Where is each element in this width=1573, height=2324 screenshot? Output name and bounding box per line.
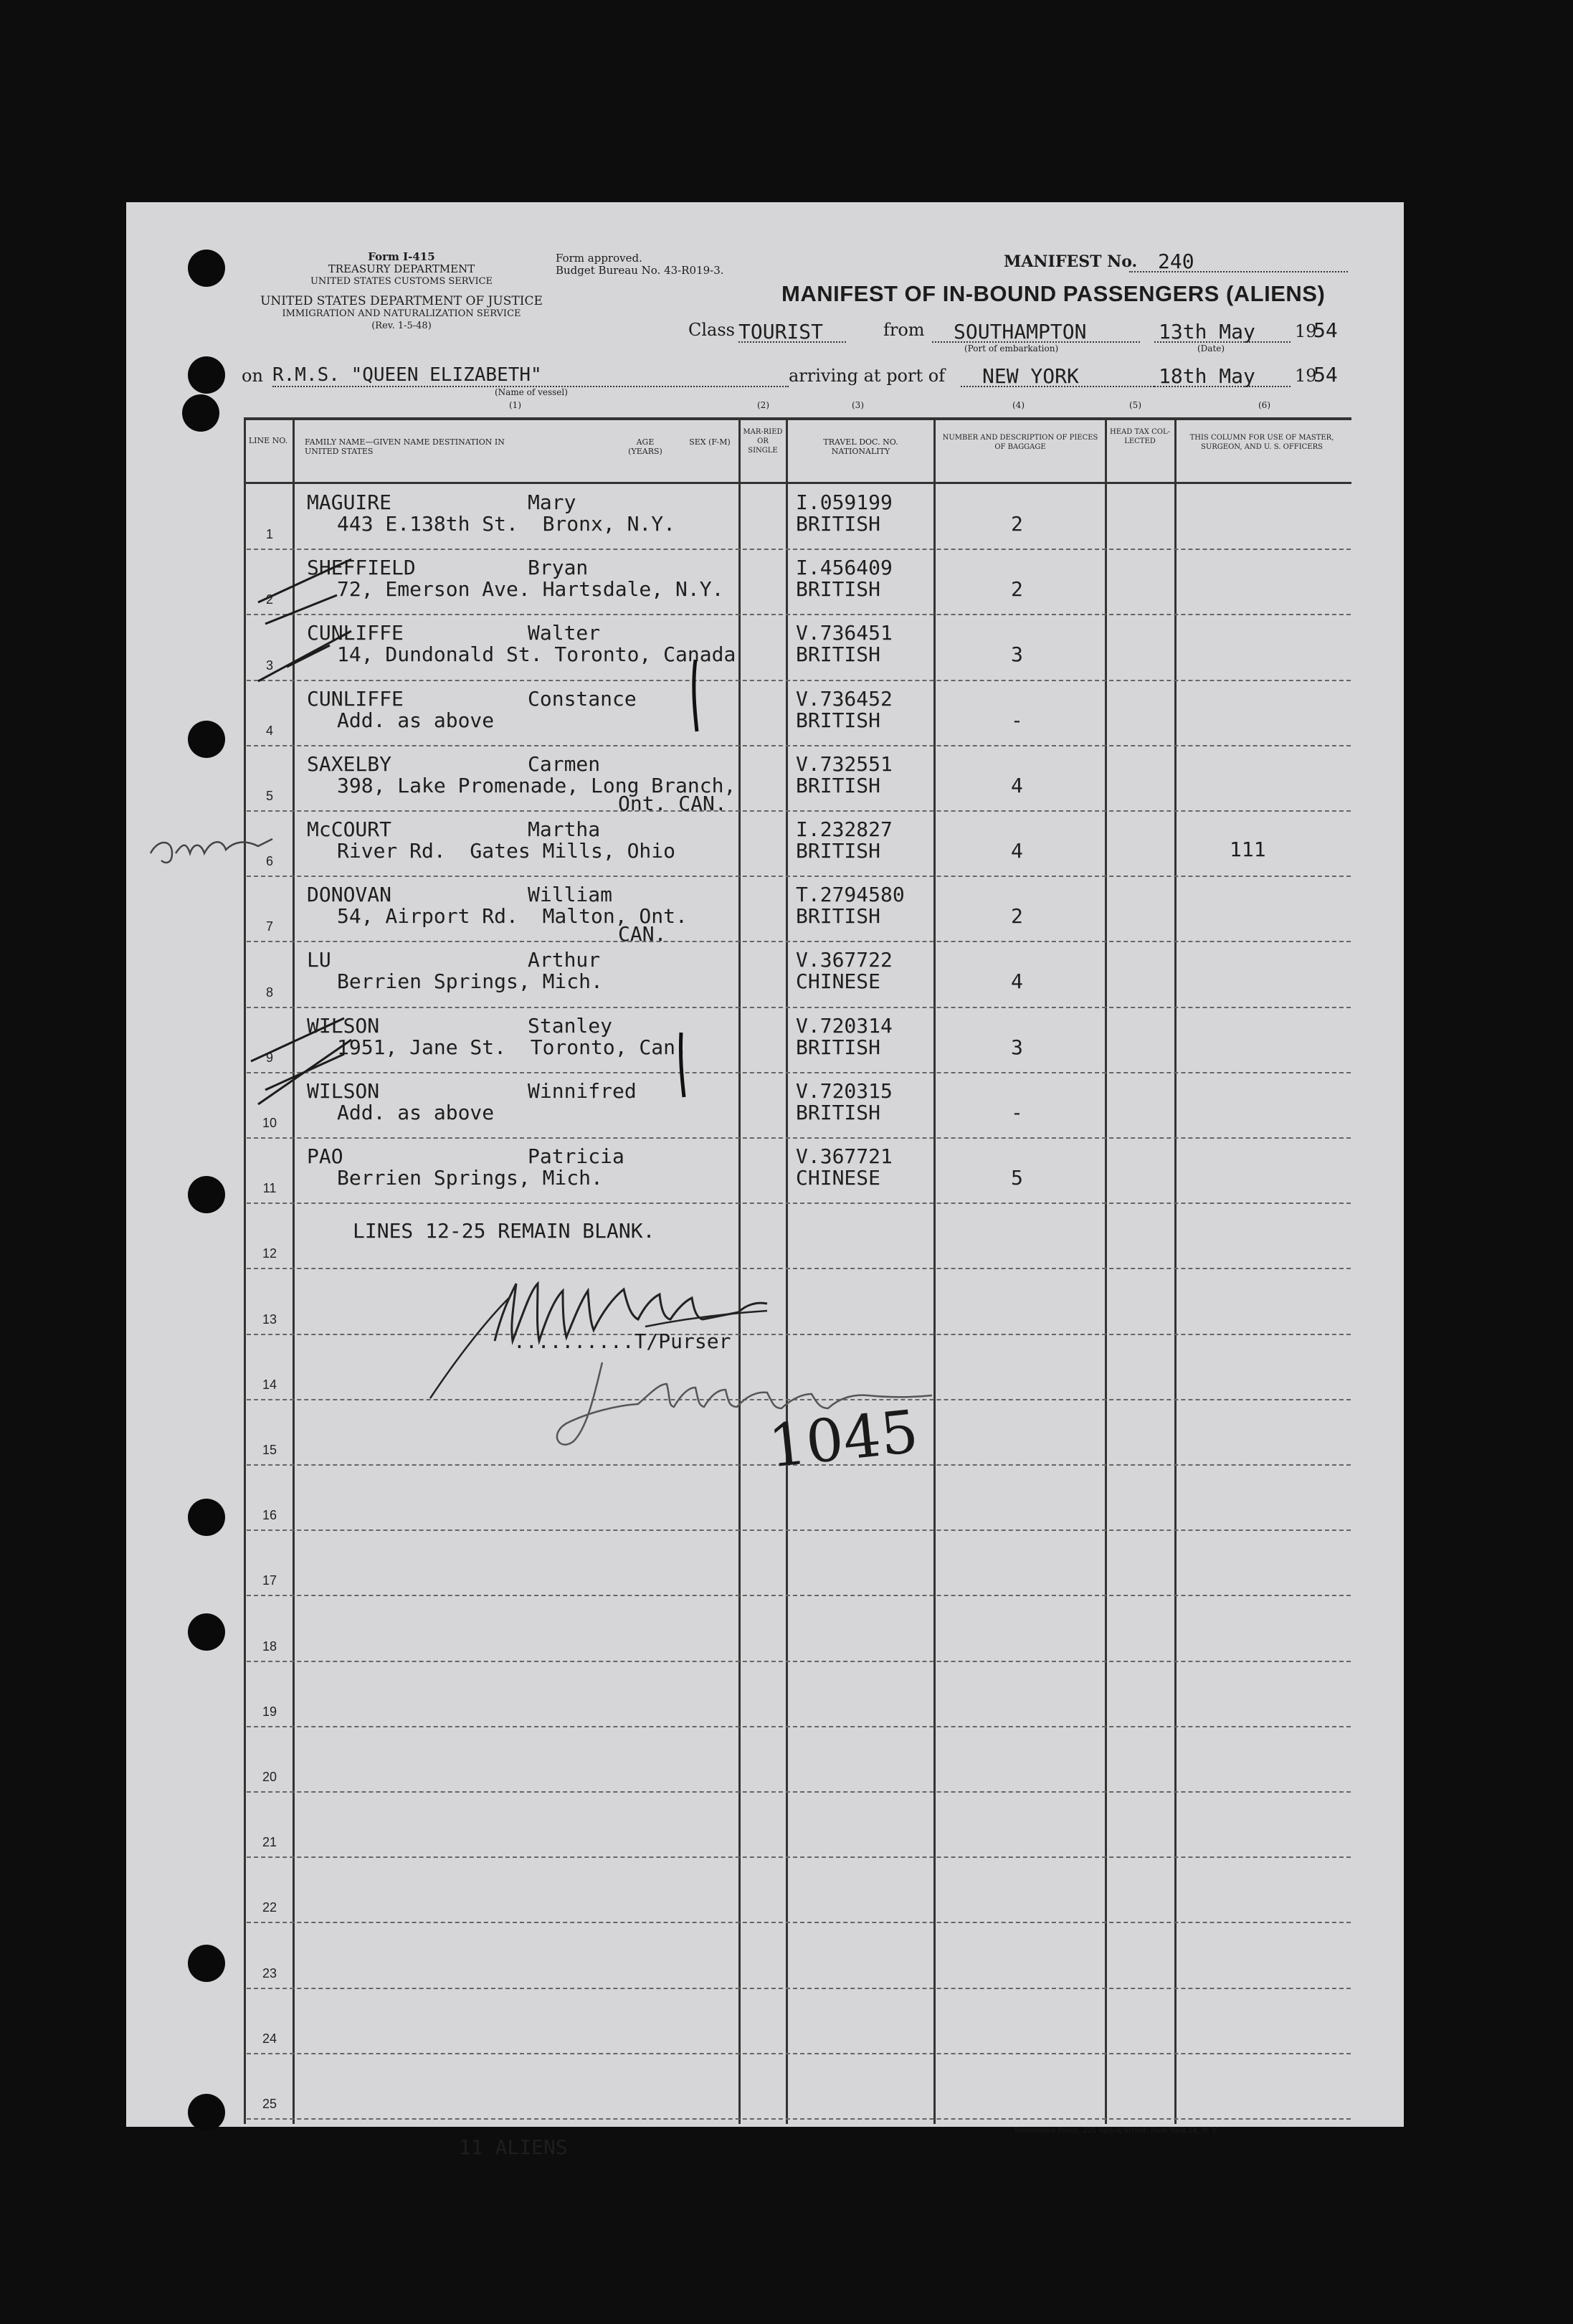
col-header-travel: TRAVEL DOC. NO. NATIONALITY (823, 437, 898, 456)
col-header-sex: SEX (F-M) (689, 437, 731, 447)
line-number: 11 (262, 1181, 277, 1196)
line-number: 19 (262, 1704, 277, 1719)
travel-document-number: V.732551 (796, 751, 893, 776)
passenger-given-name: Carmen (528, 751, 601, 776)
arrival-year-prefix: 19 (1295, 366, 1317, 386)
arrival-date: 18th May (1159, 364, 1255, 388)
passenger-destination: River Rd. Gates Mills, Ohio (337, 839, 676, 863)
arrival-port: NEW YORK (982, 364, 1079, 388)
travel-document-number: I.456409 (796, 556, 893, 580)
row-rule (247, 1726, 1351, 1727)
passenger-family-name: MAGUIRE (307, 490, 392, 514)
purser-label: ..........T/Purser (513, 1329, 731, 1353)
baggage-pieces: 5 (1011, 1166, 1023, 1190)
line-number: 24 (262, 2031, 277, 2046)
embarkation-field (932, 320, 1140, 343)
passenger-nationality: BRITISH (796, 1035, 881, 1059)
passenger-destination: 443 E.138th St. Bronx, N.Y. (337, 512, 676, 536)
passenger-family-name: DONOVAN (307, 883, 392, 907)
line-number: 4 (265, 723, 273, 738)
row-rule (247, 1791, 1351, 1793)
line-number: 8 (265, 985, 273, 1000)
passenger-given-name: Constance (528, 686, 637, 711)
row-rule (247, 1203, 1351, 1204)
travel-document-number: T.2794580 (796, 883, 905, 907)
passenger-family-name: SHEFFIELD (307, 556, 416, 580)
passenger-destination: Berrien Springs, Mich. (337, 969, 603, 994)
col-header-baggage: NUMBER AND DESCRIPTION OF PIECES OF BAGGAGE (942, 434, 1098, 451)
treasury-label: TREASURY DEPARTMENT (328, 262, 475, 275)
passenger-family-name: PAO (307, 1144, 343, 1168)
justice-block (237, 295, 566, 332)
travel-document-number: V.367722 (796, 948, 893, 972)
manifest-title: MANIFEST OF IN-BOUND PASSENGERS (ALIENS) (781, 281, 1326, 306)
arriving-label: arriving at port of (789, 366, 946, 386)
passenger-given-name: Patricia (528, 1144, 624, 1168)
passenger-family-name: CUNLIFFE (307, 621, 404, 645)
departure-year: 54 (1313, 318, 1338, 342)
margin-annotation (143, 825, 287, 875)
baggage-pieces: - (1011, 1100, 1023, 1124)
col-num-1: (1) (509, 400, 521, 410)
line-number: 1 (265, 527, 273, 542)
line-number: 20 (262, 1770, 277, 1784)
class-label: Class (688, 320, 735, 340)
form-number: Form I-415 (368, 250, 435, 263)
col-header-headtax: HEAD TAX COL-LECTED (1110, 428, 1170, 445)
col-header-line: LINE NO. (248, 436, 288, 445)
punch-hole (188, 721, 225, 758)
approval-block (556, 252, 764, 277)
passenger-destination: Berrien Springs, Mich. (337, 1166, 603, 1190)
punch-hole (182, 394, 219, 432)
col-num-3: (3) (852, 400, 864, 410)
line-number: 6 (265, 854, 273, 869)
passenger-given-name: Mary (528, 490, 576, 514)
approval-label: Form approved. (556, 252, 642, 265)
departure-date: 13th May (1159, 320, 1255, 343)
punch-hole (188, 1499, 225, 1536)
aliens-total: 11 ALIENS (459, 2135, 568, 2159)
budget-label: Budget Bureau No. 43-R019-3. (556, 264, 724, 277)
passenger-given-name: William (528, 883, 613, 907)
line-number: 18 (262, 1638, 277, 1654)
passenger-nationality: BRITISH (796, 773, 881, 797)
baggage-pieces: - (1011, 708, 1023, 732)
punch-hole (188, 2094, 225, 2131)
passenger-nationality: BRITISH (796, 1100, 881, 1124)
column-rule (1174, 417, 1177, 2124)
baggage-pieces: 4 (1011, 969, 1023, 994)
punch-hole (188, 1945, 225, 1982)
column-rule (933, 417, 936, 2124)
passenger-nationality: BRITISH (796, 904, 881, 929)
passenger-destination: Add. as above (337, 708, 495, 732)
remain-blank-note: LINES 12-25 REMAIN BLANK. (353, 1219, 655, 1243)
ins-label: IMMIGRATION AND NATURALIZATION SERVICE (282, 308, 521, 319)
col-header-married: MAR-RIED OR SINGLE (743, 428, 783, 455)
on-label: on (242, 366, 263, 386)
vessel-name: R.M.S. "QUEEN ELIZABETH" (272, 364, 542, 386)
passenger-given-name: Winnifred (528, 1078, 637, 1103)
arrival-year: 54 (1313, 363, 1338, 386)
row-rule (247, 1922, 1351, 1923)
passenger-nationality: BRITISH (796, 642, 881, 667)
cancellation-marks (244, 488, 746, 1119)
passenger-destination: 54, Airport Rd. Malton, Ont. (337, 904, 688, 929)
line-number: 15 (262, 1443, 277, 1457)
punch-hole (188, 1613, 225, 1651)
passenger-given-name: Walter (528, 621, 601, 645)
justice-label: UNITED STATES DEPARTMENT OF JUSTICE (260, 294, 543, 308)
row-rule (247, 1529, 1351, 1531)
punch-hole (188, 1176, 225, 1213)
passenger-nationality: BRITISH (796, 708, 881, 732)
col-header-name: FAMILY NAME—GIVEN NAME DESTINATION IN UNITED STATES (305, 437, 505, 456)
passenger-given-name: Martha (528, 817, 601, 841)
baggage-pieces: 3 (1011, 642, 1023, 667)
line-number: 13 (262, 1312, 277, 1327)
baggage-pieces: 2 (1011, 577, 1023, 602)
passenger-nationality: BRITISH (796, 839, 881, 863)
passenger-family-name: McCOURT (307, 817, 392, 841)
line-number: 3 (265, 658, 273, 673)
date-caption: (Date) (1197, 343, 1225, 354)
officer-mark: 111 (1230, 838, 1266, 861)
baggage-pieces: 2 (1011, 904, 1023, 929)
vessel-field (272, 364, 789, 387)
class-value: TOURIST (738, 320, 824, 343)
row-rule (247, 2053, 1351, 2054)
col-num-5: (5) (1129, 400, 1141, 410)
col-num-4: (4) (1012, 400, 1025, 410)
passenger-destination: 1951, Jane St. Toronto, Can. (337, 1035, 688, 1059)
passenger-destination-extra: CAN. (618, 922, 667, 947)
embarkation-caption: (Port of embarkation) (964, 343, 1059, 354)
form-agency-block (283, 251, 520, 288)
line-number: 2 (265, 592, 273, 607)
baggage-pieces: 2 (1011, 512, 1023, 536)
passenger-nationality: CHINESE (796, 969, 881, 994)
handwritten-number: 1045 (765, 1398, 922, 1481)
row-rule (247, 1856, 1351, 1858)
row-rule (247, 1137, 1351, 1139)
departure-date-field (1154, 320, 1291, 343)
manifest-number-field (1129, 250, 1348, 272)
travel-document-number: I.059199 (796, 490, 893, 514)
baggage-pieces: 3 (1011, 1035, 1023, 1059)
line-number: 12 (262, 1246, 277, 1261)
passenger-nationality: BRITISH (796, 577, 881, 602)
line-number: 14 (262, 1377, 277, 1392)
passenger-family-name: SAXELBY (307, 751, 392, 776)
arrival-port-field (961, 364, 1154, 387)
line-number: 9 (265, 1050, 273, 1065)
line-number: 21 (262, 1835, 277, 1850)
travel-document-number: V.720315 (796, 1078, 893, 1103)
embarkation-port: SOUTHAMPTON (954, 320, 1087, 343)
passenger-nationality: BRITISH (796, 512, 881, 536)
passenger-destination: Add. as above (337, 1100, 495, 1124)
line-number: 23 (262, 1965, 277, 1981)
col-header-age: AGE (YEARS) (628, 437, 662, 456)
passenger-family-name: LU (307, 948, 331, 972)
vessel-caption: (Name of vessel) (495, 387, 568, 397)
line-number: 22 (262, 1900, 277, 1915)
punch-hole (188, 250, 225, 287)
manifest-number-label: MANIFEST No. (1004, 252, 1138, 271)
row-rule (247, 1661, 1351, 1662)
passenger-destination: 72, Emerson Ave. Hartsdale, N.Y. (337, 577, 724, 602)
line-number: 7 (265, 919, 273, 934)
rev-label: (Rev. 1-5-48) (371, 321, 432, 331)
passenger-destination: 398, Lake Promenade, Long Branch, (337, 773, 736, 797)
line-number: 25 (262, 2097, 277, 2111)
line-number: 10 (262, 1116, 277, 1130)
passenger-family-name: CUNLIFFE (307, 686, 404, 711)
travel-document-number: V.736452 (796, 686, 893, 711)
col-header-officers: THIS COLUMN FOR USE OF MASTER, SURGEON, AND U. S. OFFICERS (1189, 434, 1334, 451)
line-number: 5 (265, 789, 273, 803)
line-number: 17 (262, 1573, 277, 1588)
row-rule (247, 2118, 1351, 2120)
col-num-2: (2) (757, 400, 769, 410)
baggage-pieces: 4 (1011, 773, 1023, 797)
manifest-number: 240 (1158, 250, 1194, 273)
passenger-destination: 14, Dundonald St. Toronto, Canada (337, 642, 736, 667)
passenger-destination-extra: Ont. CAN. (618, 791, 727, 815)
from-label: from (883, 320, 925, 340)
passenger-family-name: WILSON (307, 1078, 380, 1103)
passenger-given-name: Bryan (528, 556, 589, 580)
travel-document-number: V.736451 (796, 621, 893, 645)
travel-document-number: V.720314 (796, 1013, 893, 1038)
travel-document-number: I.232827 (796, 817, 893, 841)
row-rule (247, 1595, 1351, 1596)
passenger-given-name: Stanley (528, 1013, 613, 1038)
passenger-nationality: CHINESE (796, 1166, 881, 1190)
arrival-date-field (1154, 364, 1291, 387)
departure-year-prefix: 19 (1295, 321, 1317, 341)
col-num-6: (6) (1258, 400, 1270, 410)
customs-label: UNITED STATES CUSTOMS SERVICE (310, 276, 493, 287)
travel-document-number: V.367721 (796, 1144, 893, 1168)
passenger-given-name: Arthur (528, 948, 601, 972)
column-rule (1105, 417, 1107, 2124)
punch-hole (188, 356, 225, 394)
line-number: 16 (262, 1508, 277, 1523)
passenger-family-name: WILSON (307, 1013, 380, 1038)
row-rule (247, 1988, 1351, 1989)
class-field (738, 320, 846, 343)
printer-imprint: Devonshire Press, 225 Varick Street, New York 14, N. Y. (1014, 2127, 1219, 2135)
table-header-divider (244, 482, 1351, 484)
baggage-pieces: 4 (1011, 839, 1023, 863)
